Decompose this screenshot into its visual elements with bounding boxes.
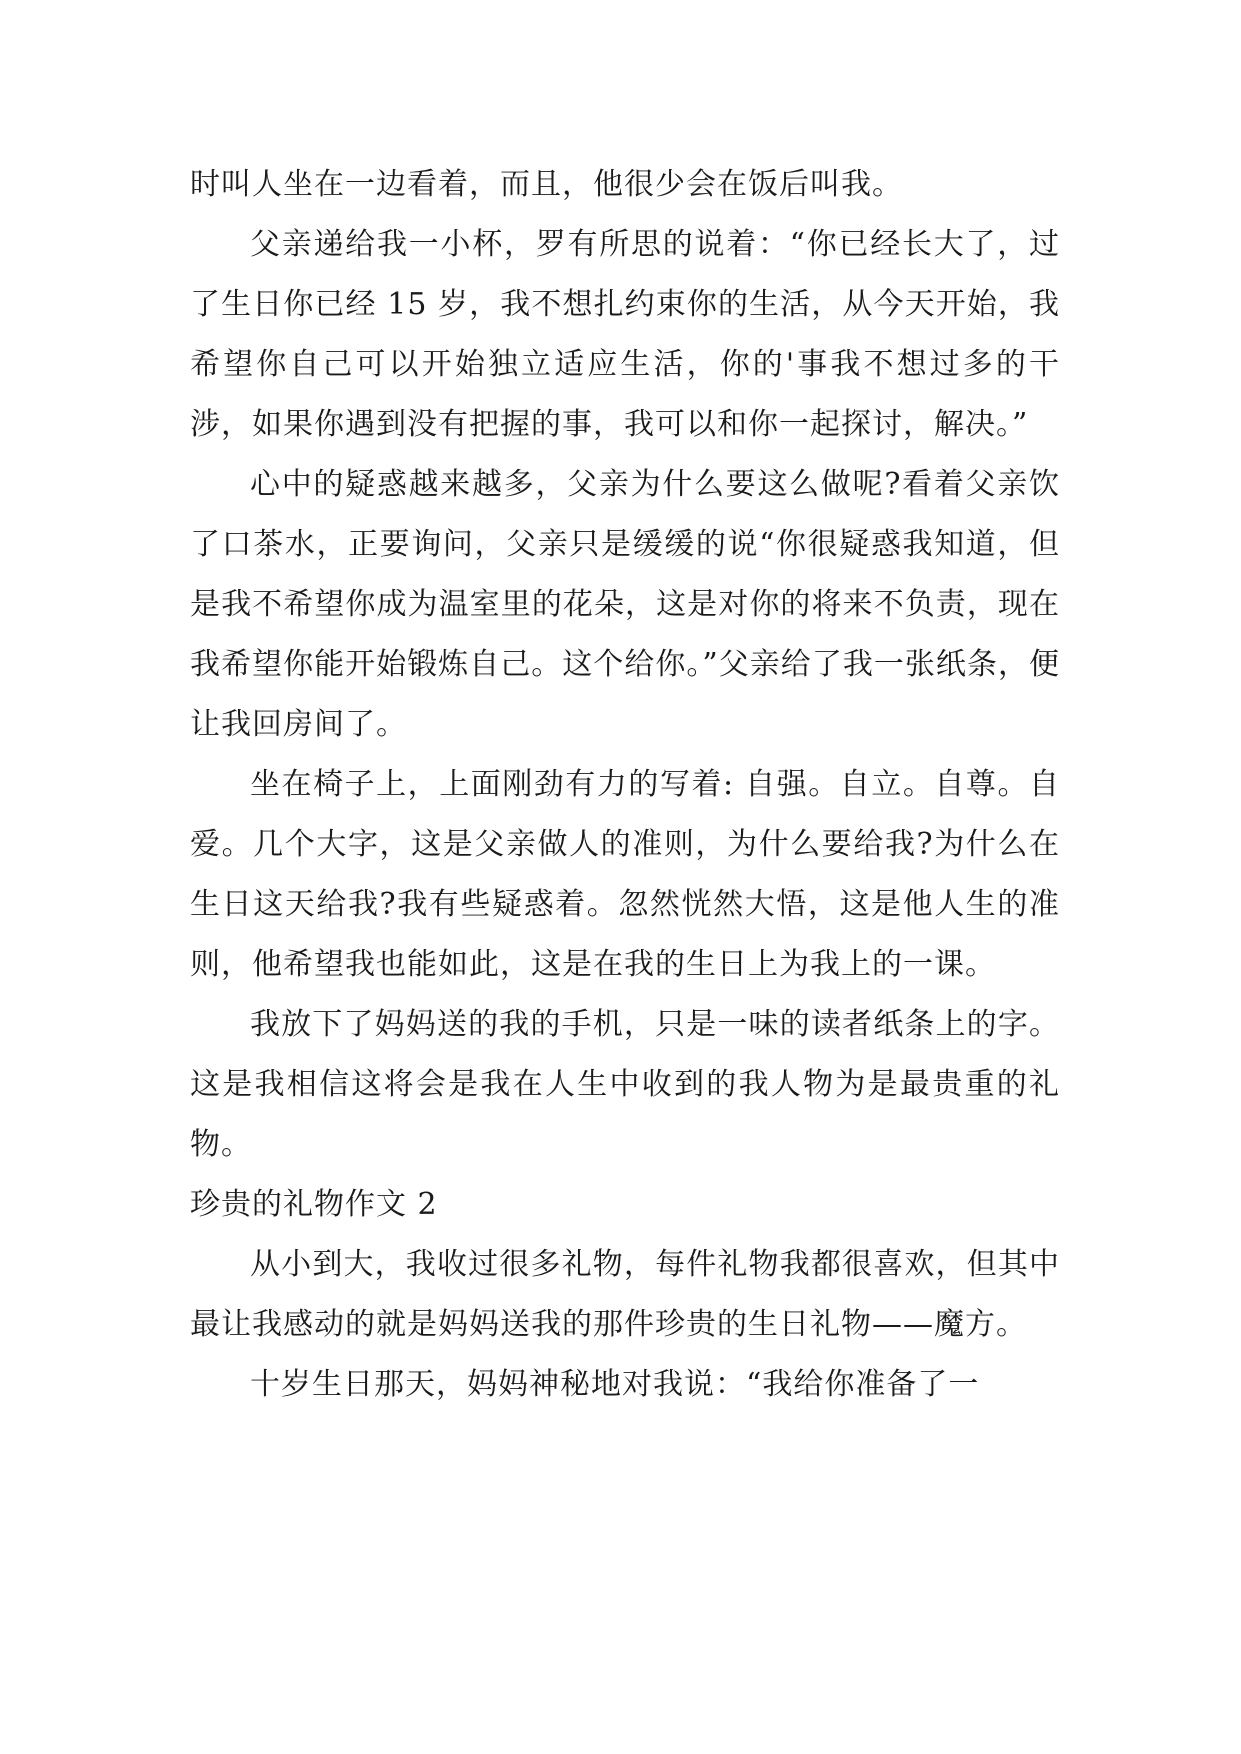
paragraph-continuation: 时叫人坐在一边看着，而且，他很少会在饭后叫我。: [190, 167, 903, 202]
paragraph-note: 坐在椅子上，上面刚劲有力的写着: 自强。自立。自尊。自爱。几个大字，这是父亲做人的准则，为什么要给我?为什么在生日这天给我?我有些疑惑着。忽然恍然大悟，这是他人生的准则，他希望我也能如此，这是在我的生日上为我上的一课。: [190, 767, 1060, 982]
paragraph-gifts: 从小到大，我收过很多礼物，每件礼物我都很喜欢，但其中最让我感动的就是妈妈送我的那件珍贵的生日礼物——魔方。: [190, 1247, 1060, 1342]
paragraph-birthday: 十岁生日那天，妈妈神秘地对我说：“我给你准备了一: [250, 1367, 980, 1402]
section-heading: 珍贵的礼物作文 2: [190, 1187, 438, 1222]
paragraph-phone: 我放下了妈妈送的我的手机，只是一味的读者纸条上的字。这是我相信这将会是我在人生中收到的我人物为是最贵重的礼物。: [190, 1007, 1060, 1162]
document-body: [190, 155, 1060, 1415]
paragraph-doubt: 心中的疑惑越来越多，父亲为什么要这么做呢?看着父亲饮了口茶水，正要询问，父亲只是缓缓的说“你很疑惑我知道，但是我不希望你成为温室里的花朵，这是对你的将来不负责，现在我希望你能开始锻炼自己。这个给你。”父亲给了我一张纸条，便让我回房间了。: [190, 467, 1060, 742]
paragraph-father-speech: 父亲递给我一小杯，罗有所思的说着：“你已经长大了，过了生日你已经 15 岁，我不想扎约束你的生活，从今天开始，我希望你自己可以开始独立适应生活，你的'事我不想过多的干涉，如果你遇到没有把握的事，我可以和你一起探讨，解决。”: [190, 227, 1060, 442]
